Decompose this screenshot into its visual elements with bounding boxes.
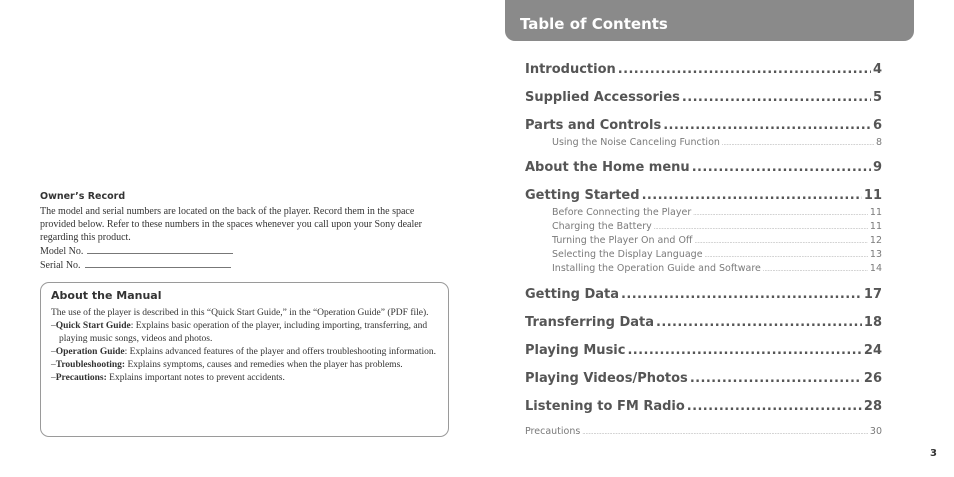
serial-number-line [85,258,231,268]
toc-entry-page: 6 [872,118,882,133]
toc-entry-turning-on-off[interactable] [525,235,882,246]
toc-entry-page: 24 [863,343,882,358]
toc-entry-transferring-data[interactable] [525,315,882,330]
toc-entry-display-language[interactable] [525,249,882,260]
toc-entry-label: Turning the Player On and Off [552,235,693,246]
leader-dots [654,221,868,232]
toc-entry-label: Introduction [525,62,616,77]
owners-record-text: The model and serial numbers are located on the back of the player. Record them in the space provided below. Refer to these numbers in the spaces whenever you call upon your Sony dealer regarding this product. [40,206,423,243]
item-term: Quick Start Guide [55,321,131,331]
item-dash: – [51,347,56,357]
toc-title: Table of Contents [520,15,668,33]
toc-entry-label: Selecting the Display Language [552,249,703,260]
toc-entry-page: 28 [863,399,882,414]
toc-entry-getting-data[interactable] [525,287,882,302]
leader-dots [722,137,874,148]
page-number: 3 [930,448,937,459]
leader-dots [642,188,862,203]
serial-number-field [40,258,440,272]
toc-entry-label: Precautions [525,426,581,437]
toc-entry-label: Supplied Accessories [525,90,680,105]
toc-entry-parts-and-controls[interactable] [525,118,882,133]
leader-dots [682,90,871,105]
item-term: Operation Guide [55,347,125,357]
toc-entry-playing-music[interactable] [525,343,882,358]
about-manual-title: About the Manual [51,289,162,302]
leader-dots [690,371,862,386]
leader-dots [663,118,871,133]
item-term: Troubleshooting: [55,360,126,370]
toc-entry-page: 12 [869,235,882,246]
manual-item [51,359,438,372]
leader-dots [693,207,868,218]
toc-entry-page: 5 [872,90,882,105]
leader-dots [656,315,862,330]
toc-entry-page: 11 [869,221,882,232]
toc-entry-installing-guide[interactable] [525,263,882,274]
toc-entry-page: 30 [869,426,882,437]
toc-entry-label: Playing Music [525,343,626,358]
item-desc: : Explains advanced features of the player and offers troubleshooting information. [124,347,437,357]
toc-entry-label: Getting Data [525,287,620,302]
toc-entry-label: Parts and Controls [525,118,662,133]
toc-entry-page: 17 [863,287,882,302]
toc-entry-introduction[interactable] [525,62,882,77]
toc-entry-page: 11 [869,207,882,218]
toc-entry-label: Installing the Operation Guide and Software [552,263,761,274]
toc-entry-label: Transferring Data [525,315,655,330]
toc-entry-label: Before Connecting the Player [552,207,692,218]
toc-entry-charging-battery[interactable] [525,221,882,232]
toc-entry-home-menu[interactable] [525,160,882,175]
toc-entry-label: Using the Noise Canceling Function [552,137,720,148]
toc-entry-label: About the Home menu [525,160,690,175]
toc-entry-label: Charging the Battery [552,221,652,232]
toc-entry-page: 14 [869,263,882,274]
manual-item [51,346,438,359]
toc-entry-label: Getting Started [525,188,640,203]
leader-dots [705,249,868,260]
item-dash: – [51,360,56,370]
owners-record [40,190,440,272]
manual-item [51,372,438,385]
toc-entry-noise-canceling[interactable] [525,137,882,148]
toc-entry-page: 13 [869,249,882,260]
serial-number-label: Serial No. [40,260,81,271]
item-desc: : Explains basic operation of the player, including importing, transferring, and playing music songs, videos and photos. [59,321,428,344]
leader-dots [621,287,862,302]
toc-entry-page: 8 [875,137,882,148]
toc-entry-label: Playing Videos/Photos [525,371,688,386]
model-number-label: Model No. [40,246,84,257]
model-number-field [40,244,440,258]
item-dash: – [51,321,56,331]
model-number-line [87,244,233,254]
item-desc: Explains symptoms, causes and remedies when the player has problems. [125,360,403,370]
leader-dots [582,426,868,437]
toc-entry-precautions[interactable] [525,426,882,437]
leader-dots [763,263,868,274]
toc-entry-page: 11 [863,188,882,203]
toc-header [505,0,914,41]
leader-dots [627,343,861,358]
toc-entry-page: 26 [863,371,882,386]
toc-entry-supplied-accessories[interactable] [525,90,882,105]
toc-entry-playing-videos-photos[interactable] [525,371,882,386]
toc-entry-page: 18 [863,315,882,330]
leader-dots [694,235,867,246]
toc-entry-getting-started[interactable] [525,188,882,203]
item-term: Precautions: [55,373,107,383]
about-manual-intro: The use of the player is described in this “Quick Start Guide,” in the “Operation Guide” (PDF file). [51,308,429,318]
about-manual-box [40,282,449,437]
leader-dots [687,399,862,414]
manual-item [51,320,438,346]
leader-dots [618,62,871,77]
toc-entry-before-connecting[interactable] [525,207,882,218]
toc-entry-label: Listening to FM Radio [525,399,685,414]
toc-entry-fm-radio[interactable] [525,399,882,414]
owners-record-title: Owner’s Record [40,191,126,202]
toc-entry-page: 9 [872,160,882,175]
item-desc: Explains important notes to prevent accidents. [106,373,285,383]
leader-dots [692,160,871,175]
toc-entry-page: 4 [872,62,882,77]
item-dash: – [51,373,56,383]
